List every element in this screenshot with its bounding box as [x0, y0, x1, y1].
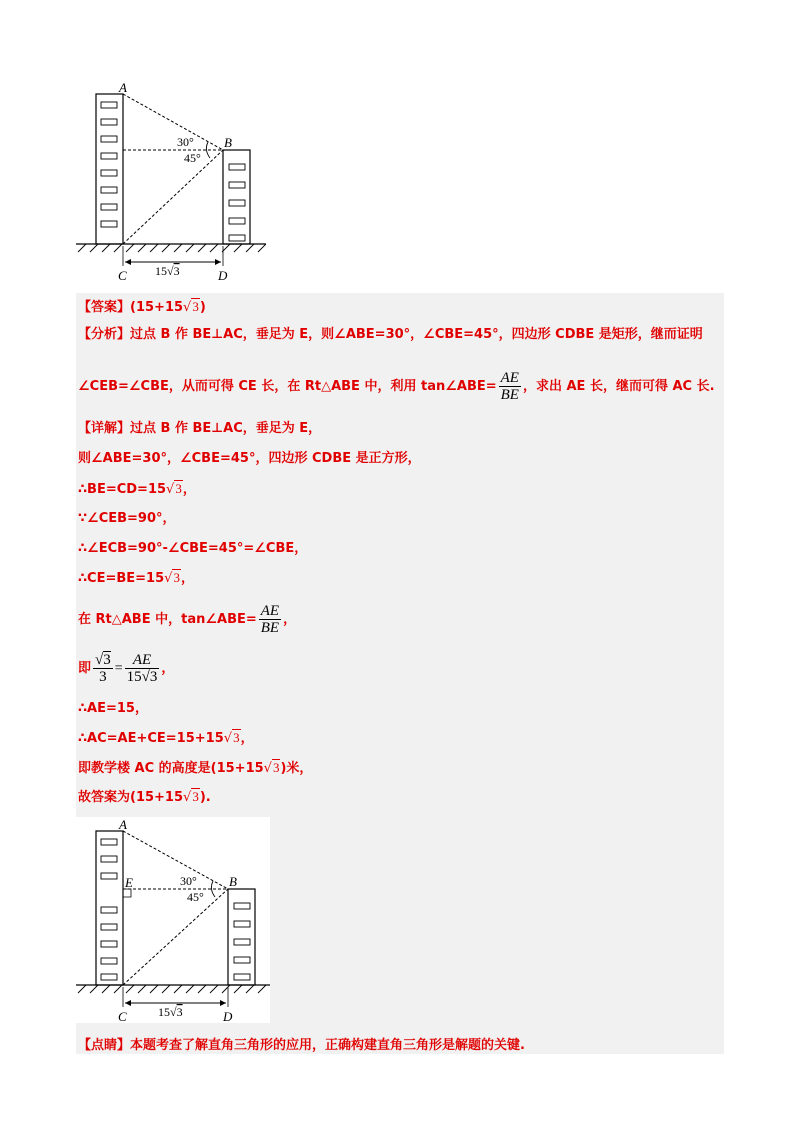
- detail-line-7: 在 Rt△ABE 中，tan∠ABE= $\frac{AE}{BE}$ ，: [78, 603, 297, 636]
- angle-45: 45°: [184, 151, 201, 165]
- comment-tag: 【点睛】: [78, 1038, 131, 1053]
- detail-line-12: 故答案为(15+15√3).: [78, 789, 211, 805]
- label-d: D: [223, 1009, 233, 1023]
- figure-top: [76, 80, 266, 286]
- label-c: C: [118, 1009, 127, 1023]
- fraction-ae-be: $\frac{AE}{BE}$: [500, 370, 519, 403]
- distance-label: 15√3: [158, 1005, 183, 1019]
- angle-45: 45°: [187, 890, 204, 904]
- detail-line-8: 即 $\frac{√3}{3}$ = $\frac{AE}{15√3}$ ，: [78, 652, 175, 685]
- label-b: B: [224, 135, 232, 150]
- answer-line: 【答案】(15+15√3): [78, 299, 206, 315]
- building-ac-windows: [101, 839, 117, 980]
- label-a: A: [119, 80, 127, 95]
- answer-tag: 【答案】: [78, 300, 131, 315]
- label-a: A: [119, 817, 127, 832]
- detail-line-2: 则∠ABE=30°，∠CBE=45°，四边形 CDBE 是正方形，: [78, 451, 421, 466]
- comment-line: 【点睛】本题考查了解直角三角形的应用，正确构建直角三角形是解题的关键.: [78, 1038, 525, 1053]
- detail-line-3: ∴BE=CD=15√3，: [78, 481, 196, 497]
- detail-line-6: ∴CE=BE=15√3，: [78, 570, 194, 586]
- analysis-tag: 【分析】: [78, 327, 131, 342]
- analysis-line-2: ∠CEB=∠CBE，从而可得 CE 长，在 Rt△ABE 中，利用 tan∠ABE= $\frac{AE}{BE}$ ，求出 AE 长，继而可得 AC 长.: [78, 370, 715, 403]
- detail-line-9: ∴AE=15，: [78, 701, 148, 716]
- ground-hatch: [78, 244, 266, 252]
- detail-line-5: ∴∠ECB=90°-∠CBE=45°=∠CBE，: [78, 541, 308, 556]
- distance-label: 15√3: [155, 264, 180, 278]
- angle-30: 30°: [177, 135, 194, 149]
- label-c: C: [118, 268, 127, 283]
- label-d: D: [218, 268, 228, 283]
- detail-line-10: ∴AC=AE+CE=15+15√3，: [78, 730, 254, 746]
- detail-line-4: ∵∠CEB=90°，: [78, 511, 176, 526]
- sight-lines: [123, 94, 223, 244]
- detail-line-1: 【详解】过点 B 作 BE⊥AC，垂足为 E，: [78, 421, 322, 436]
- figure-bottom: [76, 817, 270, 1023]
- detail-tag: 【详解】: [78, 421, 131, 436]
- detail-line-11: 即教学楼 AC 的高度是(15+15√3)米，: [78, 760, 313, 776]
- label-b: B: [229, 874, 237, 889]
- analysis-line-1: 【分析】过点 B 作 BE⊥AC，垂足为 E，则∠ABE=30°，∠CBE=45°，四边形 CDBE 是矩形，继而证明: [78, 327, 703, 342]
- label-e: E: [125, 875, 133, 890]
- angle-30: 30°: [180, 874, 197, 888]
